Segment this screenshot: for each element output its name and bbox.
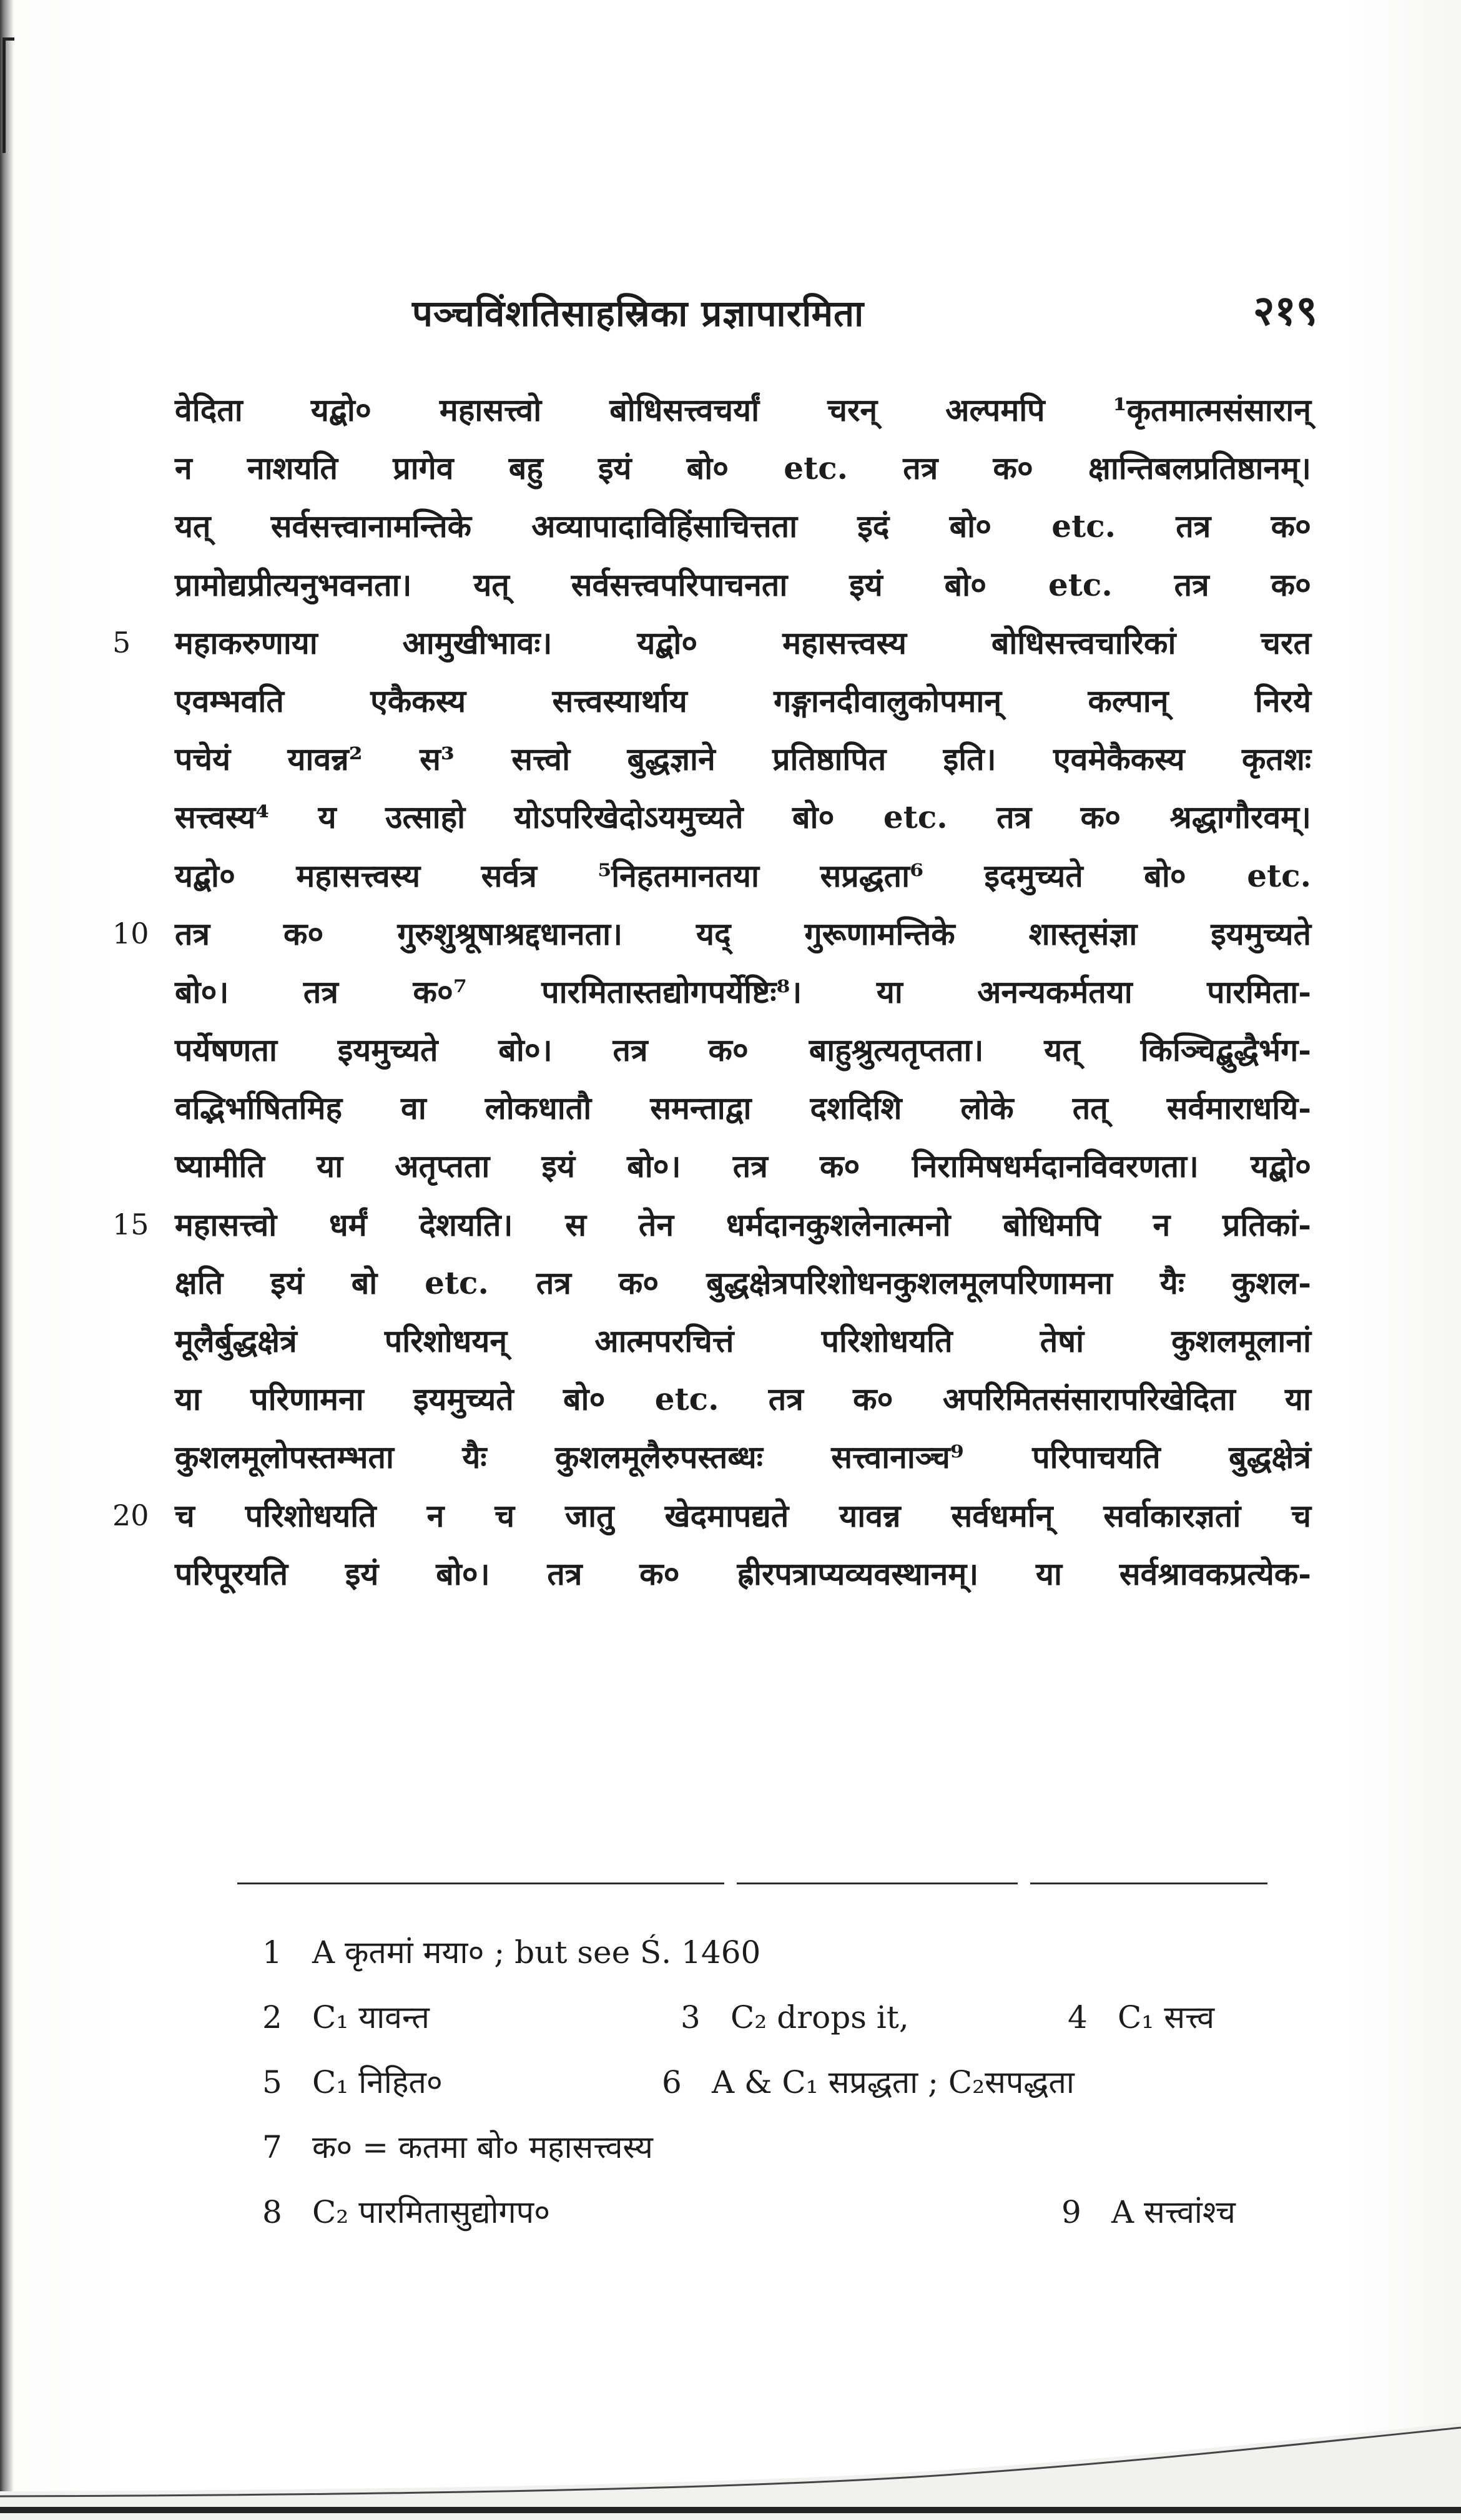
text-line xyxy=(175,788,1311,846)
line-text: महाकरुणाया आमुखीभावः। यद्बो० महासत्त्वस्य बोधिसत्त्वचारिकां चरत xyxy=(175,624,1311,661)
footnote xyxy=(262,2050,443,2115)
text-line xyxy=(175,847,1311,905)
footnote-row xyxy=(262,1920,1286,1985)
text-line xyxy=(175,381,1311,439)
text-line xyxy=(175,963,1311,1021)
line-text: सत्त्वस्य⁴ य उत्साहो योऽपरिखेदोऽयमुच्यते बो० etc. तत्र क० श्रद्धागौरवम्। xyxy=(175,799,1311,836)
text-line xyxy=(175,1370,1311,1428)
text-line xyxy=(175,1312,1311,1370)
footnote-divider xyxy=(237,1883,724,1884)
text-line xyxy=(175,730,1311,788)
footnote-number: 5 xyxy=(262,2064,282,2100)
line-text: तत्र क० गुरुशुश्रूषाश्रद्दधानता। यद् गुरूणामन्तिके शास्तृसंज्ञा इयमुच्यते xyxy=(175,915,1311,952)
text-line xyxy=(112,614,1311,672)
text-line xyxy=(175,672,1311,730)
text-line xyxy=(112,905,1311,963)
footnote-row xyxy=(262,2115,1286,2180)
page-number: २१९ xyxy=(1253,286,1317,335)
footnote-divider xyxy=(1030,1883,1267,1884)
footnote xyxy=(1061,2180,1236,2245)
text-line xyxy=(112,1487,1311,1545)
line-number: 15 xyxy=(112,1207,149,1241)
footnote-text: A सत्त्वांश्च xyxy=(1111,2194,1236,2230)
text-line xyxy=(175,1254,1311,1312)
footnote-text: A & C₁ सप्रद्धता ; C₂सपद्धता xyxy=(712,2064,1075,2100)
footnote xyxy=(262,2180,550,2245)
footnote-text: क० = कतमा बो० महासत्त्वस्य xyxy=(312,2129,653,2165)
text-line xyxy=(175,1545,1311,1603)
footnote-divider xyxy=(737,1883,1018,1884)
footnote-text: A कृतमां मया० ; but see Ś. 1460 xyxy=(312,1934,761,1971)
footnote-text: C₂ पारमितासुद्योगप० xyxy=(312,2194,551,2230)
text-line xyxy=(175,1021,1311,1079)
line-text: या परिणामना इयमुच्यते बो० etc. तत्र क० अपरिमितसंसारापरिखेदिता या xyxy=(175,1381,1311,1418)
text-line xyxy=(112,1196,1311,1254)
line-text: न नाशयति प्रागेव बहु इयं बो० etc. तत्र क० क्षान्तिबलप्रतिष्ठानम्। xyxy=(175,450,1311,487)
footnote-number: 3 xyxy=(681,1999,701,2035)
footnote-text: C₁ निहित० xyxy=(312,2064,443,2100)
line-text: कुशलमूलोपस्तम्भता यैः कुशलमूलैरुपस्तब्धः सत्त्वानाञ्च⁹ परिपाचयति बुद्धक्षेत्रं xyxy=(175,1439,1311,1476)
line-text: यद्बो० महासत्त्वस्य सर्वत्र ⁵निहतमानतया सप्रद्धता⁶ इदमुच्यते बो० etc. xyxy=(175,857,1311,894)
line-text: यत् सर्वसत्त्वानामन्तिके अव्यापादाविहिंसाचित्तता इदं बो० etc. तत्र क० xyxy=(175,508,1311,545)
line-text: च परिशोधयति न च जातु खेदमापद्यते यावन्न सर्वधर्मान् सर्वाकारज्ञतां च xyxy=(175,1497,1311,1534)
text-line xyxy=(175,1137,1311,1195)
line-number: 5 xyxy=(112,625,131,659)
footnote-row xyxy=(262,1985,1286,2050)
footnote-number: 4 xyxy=(1068,1999,1088,2035)
main-text xyxy=(112,381,1311,1603)
line-text: महासत्त्वो धर्मं देशयति। स तेन धर्मदानकुशलेनात्मनो बोधिमपि न प्रतिकां- xyxy=(175,1206,1311,1243)
footnote-number: 2 xyxy=(262,1999,282,2035)
text-line xyxy=(175,497,1311,555)
footnote-text: C₂ drops it, xyxy=(730,1999,909,2035)
page-curl-edge xyxy=(0,2423,1461,2520)
page-header xyxy=(175,275,1361,350)
footnote xyxy=(1068,1985,1214,2050)
footnote-text: C₁ यावन्त xyxy=(312,1999,430,2035)
line-text: बो०। तत्र क०⁷ पारमितास्तद्योगपर्येष्टिः⁸। या अनन्यकर्मतया पारमिता- xyxy=(175,973,1311,1010)
footnote-number: 8 xyxy=(262,2194,282,2230)
footnote-number: 6 xyxy=(662,2064,682,2100)
line-text: पर्येषणता इयमुच्यते बो०। तत्र क० बाहुश्रुत्यतृप्तता। यत् किञ्चिद्बुद्धैर्भग- xyxy=(175,1031,1311,1069)
line-text: पचेयं यावन्न² स³ सत्त्वो बुद्धज्ञाने प्रतिष्ठापित इति। एवमेकैकस्य कृतशः xyxy=(175,741,1311,778)
line-text: ष्यामीति या अतृप्तता इयं बो०। तत्र क० निरामिषधर्मदानविवरणता। यद्बो० xyxy=(175,1148,1311,1185)
footnote xyxy=(681,1985,909,2050)
footnote-number: 1 xyxy=(262,1934,282,1971)
footnote xyxy=(262,1985,430,2050)
line-text: परिपूरयति इयं बो०। तत्र क० ह्रीरपत्राप्यव्यवस्थानम्। या सर्वश्रावकप्रत्येक- xyxy=(175,1555,1311,1592)
page-edge-mark xyxy=(2,37,14,153)
running-title: पञ्चविंशतिसाहस्रिका प्रज्ञापारमिता xyxy=(412,292,865,335)
text-line xyxy=(175,1428,1311,1486)
text-line xyxy=(175,439,1311,497)
line-text: प्रामोद्यप्रीत्यनुभवनता। यत् सर्वसत्त्वपरिपाचनता इयं बो० etc. तत्र क० xyxy=(175,566,1311,603)
line-text: मूलैर्बुद्धक्षेत्रं परिशोधयन् आत्मपरचित्तं परिशोधयति तेषां कुशलमूलानां xyxy=(175,1322,1311,1359)
footnote xyxy=(662,2050,1075,2115)
text-line xyxy=(175,1079,1311,1137)
footnote-row xyxy=(262,2050,1286,2115)
line-text: वेदिता यद्बो० महासत्त्वो बोधिसत्त्वचर्यां चरन् अल्पमपि ¹कृतमात्मसंसारान् xyxy=(175,391,1311,428)
footnote-row xyxy=(262,2180,1286,2245)
binding-shadow xyxy=(0,0,14,2520)
footnote-text: C₁ सत्त्व xyxy=(1118,1999,1215,2035)
footnote-number: 9 xyxy=(1061,2194,1081,2230)
footnotes xyxy=(262,1920,1286,2245)
footnote xyxy=(262,1920,760,1985)
line-text: एवम्भवति एकैकस्य सत्त्वस्यार्थाय गङ्गानदीवालुकोपमान् कल्पान् निरये xyxy=(175,682,1311,719)
line-text: वद्भिर्भाषितमिह वा लोकधातौ समन्ताद्वा दशदिशि लोके तत् सर्वमाराधयि- xyxy=(175,1090,1311,1127)
line-number: 10 xyxy=(112,916,149,950)
footnote-number: 7 xyxy=(262,2129,282,2165)
line-number: 20 xyxy=(112,1498,149,1532)
line-text: क्षति इयं बो etc. तत्र क० बुद्धक्षेत्रपरिशोधनकुशलमूलपरिणामना यैः कुशल- xyxy=(175,1264,1311,1301)
footnote xyxy=(262,2115,653,2180)
text-line xyxy=(175,556,1311,614)
